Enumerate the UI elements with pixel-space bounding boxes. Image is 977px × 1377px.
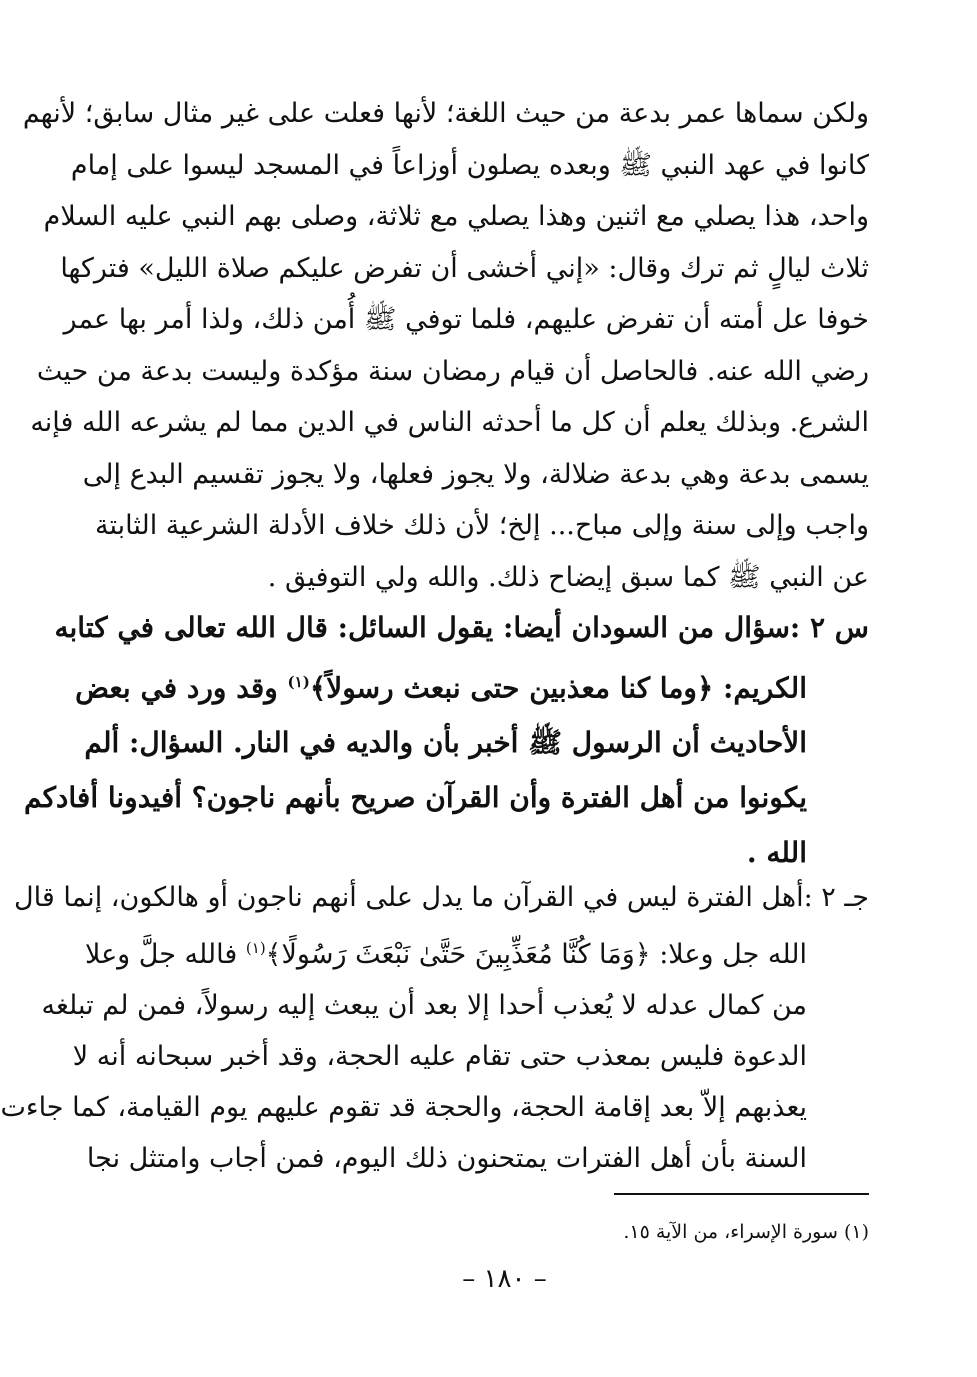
paragraph-line: عن النبي ﷺ كما سبق إيضاح ذلك. والله ولي التوفيق .: [267, 561, 869, 593]
paragraph-line: كانوا في عهد النبي ﷺ وبعده يصلون أوزاعاً في المسجد ليسوا على إمام: [70, 149, 869, 181]
answer-text: فالله جلَّ وعلا: [84, 939, 238, 970]
paragraph-line: يسمى بدعة وهي بدعة ضلالة، ولا يجوز فعلها، ولا يجوز تقسيم البدع إلى: [82, 458, 869, 490]
answer-line: [14, 872, 869, 923]
question-text: سؤال من السودان أيضا: يقول السائل: قال الله تعالى في كتابه: [54, 611, 790, 644]
answer-line: من كمال عدله لا يُعذب أحدا إلا بعد أن يبعث إليه رسولاً، فمن لم تبلغه: [41, 990, 807, 1021]
answer-line: يعذبهم إلاّ بعد إقامة الحجة، والحجة قد تقوم عليهم يوم القيامة، كما جاءت: [0, 1092, 807, 1123]
intro-paragraph: [22, 88, 869, 603]
paragraph-line: خوفا عل أمته أن تفرض عليهم، فلما توفي ﷺ أُمن ذلك، ولذا أمر بها عمر: [63, 304, 869, 335]
footnote-ref: (١): [245, 939, 266, 957]
question-line: يكونوا من أهل الفترة وأن القرآن صريح بأنهم ناجون؟ أفيدونا أفادكم: [23, 781, 807, 815]
question-block: [23, 600, 869, 880]
paragraph-line: رضي الله عنه. فالحاصل أن قيام رمضان سنة مؤكدة وليست بدعة من حيث: [36, 355, 869, 387]
answer-label: جـ ٢ :: [803, 882, 869, 913]
answer-line: الدعوة فليس بمعذب حتى تقام عليه الحجة، وقد أخبر سبحانه أنه لا: [72, 1041, 807, 1072]
paragraph-line: ولكن سماها عمر بدعة من حيث اللغة؛ لأنها فعلت على غير مثال سابق؛ لأنهم: [22, 98, 869, 129]
page-number: – ١٨٠ –: [462, 1264, 547, 1294]
question-text: وقد ورد في بعض: [75, 671, 278, 705]
answer-line: [84, 923, 869, 980]
answer-block: [0, 872, 869, 1184]
question-line: الله .: [746, 836, 807, 870]
question-line: [54, 600, 869, 655]
footnote-ref: (١): [287, 673, 310, 691]
answer-verse: الله جل وعلا: ﴿وَمَا كُنَّا مُعَذِّبِينَ حَتَّىٰ نَبْعَثَ رَسُولًا﴾: [265, 939, 807, 970]
paragraph-line: واحد، هذا يصلي مع اثنين وهذا يصلي مع ثلاثة، وصلى بهم النبي عليه السلام: [43, 201, 869, 232]
question-line: الأحاديث أن الرسول ﷺ أخبر بأن والديه في النار. السؤال: ألم: [84, 726, 807, 760]
question-line: [75, 655, 869, 715]
footnote-divider: [614, 1193, 869, 1195]
question-label: س ٢ :: [789, 611, 869, 644]
answer-line: السنة بأن أهل الفترات يمتحنون ذلك اليوم، فمن أجاب وامتثل نجا: [86, 1143, 807, 1174]
answer-text: أهل الفترة ليس في القرآن ما يدل على أنهم ناجون أو هالكون، إنما قال: [14, 882, 804, 913]
paragraph-line: واجب وإلى سنة وإلى مباح... إلخ؛ لأن ذلك خلاف الأدلة الشرعية الثابتة: [94, 510, 869, 541]
question-verse: الكريم: ﴿وما كنا معذبين حتى نبعث رسولاً﴾: [309, 671, 807, 705]
paragraph-line: ثلاث ليالٍ ثم ترك وقال: «إني أخشى أن تفرض عليكم صلاة الليل» فتركها: [60, 252, 869, 284]
footnote: (١) سورة الإسراء، من الآية ١٥.: [623, 1221, 869, 1243]
paragraph-line: الشرع. وبذلك يعلم أن كل ما أحدثه الناس في الدين مما لم يشرعه الله فإنه: [30, 407, 869, 438]
